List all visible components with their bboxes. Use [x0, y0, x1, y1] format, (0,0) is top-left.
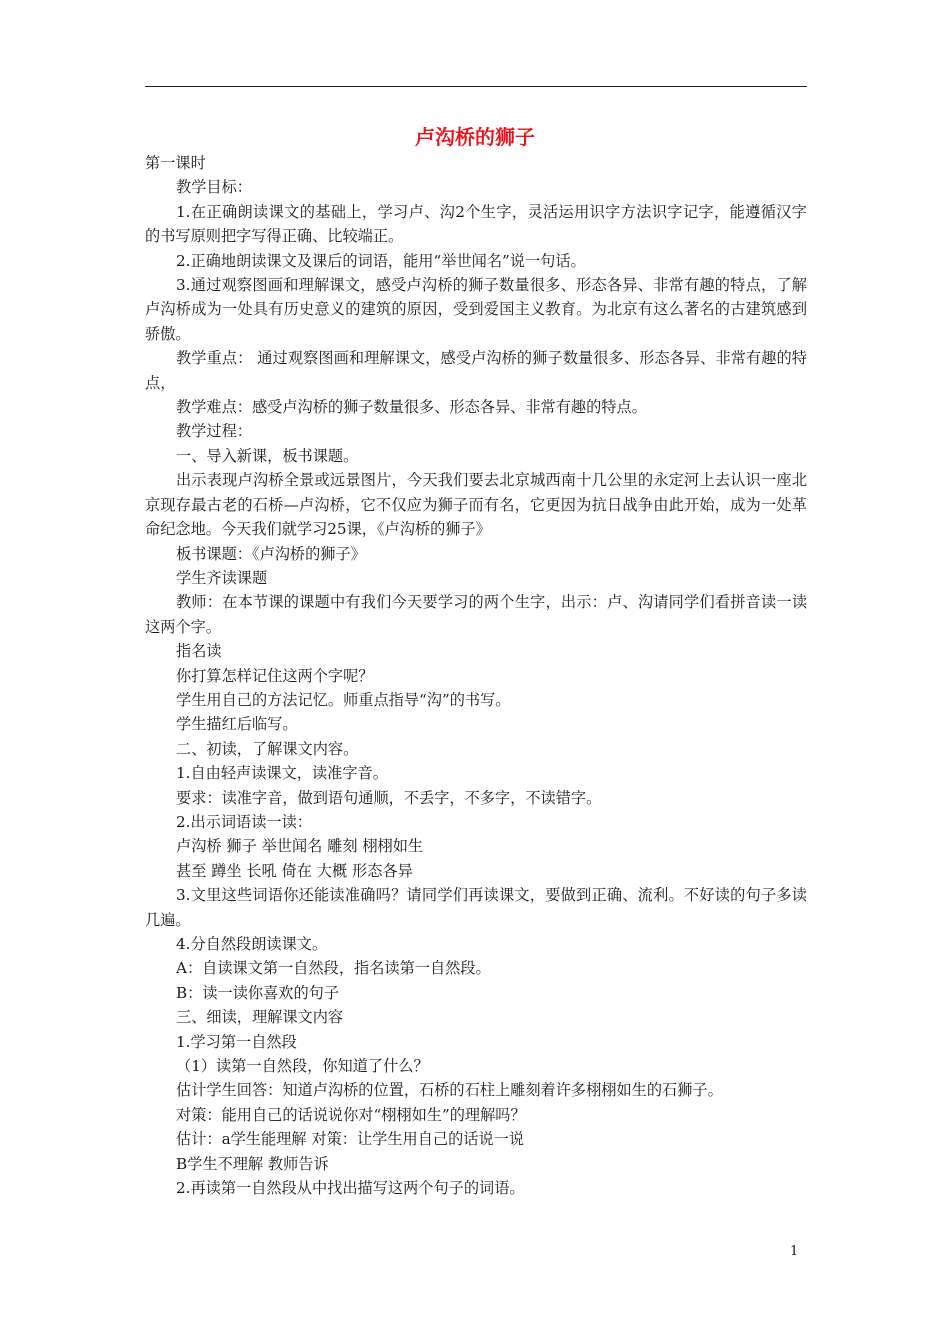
paragraph: 1.学习第一自然段	[176, 1032, 297, 1051]
paragraph: 1.自由轻声读课文，读准字音。	[176, 764, 388, 783]
paragraph: 教学过程：	[176, 422, 252, 441]
header-rule	[145, 86, 807, 87]
paragraph: B：读一读你喜欢的句子	[176, 983, 340, 1002]
paragraph: 三、细读，理解课文内容	[176, 1008, 344, 1027]
paragraph: 对策：能用自己的话说说你对“栩栩如生”的理解吗？	[176, 1105, 526, 1124]
page-number: 1	[790, 1244, 799, 1259]
paragraph: A：自读课文第一自然段，指名读第一自然段。	[176, 959, 491, 978]
paragraph: 要求：读准字音，做到语句通顺，不丢字，不多字，不读错字。	[176, 788, 602, 807]
paragraph: 学生齐读课题	[176, 568, 268, 587]
paragraph: （1）读第一自然段，你知道了什么？	[176, 1057, 429, 1076]
paragraph: B学生不理解 教师告诉	[176, 1154, 329, 1173]
paragraph: 一、导入新课，板书课题。	[176, 446, 359, 465]
vocabulary-line: 甚至 蹲坐 长吼 倚在 大概 形态各异	[176, 861, 413, 880]
paragraph: 二、初读，了解课文内容。	[176, 739, 359, 758]
paragraph: 教学目标：	[176, 178, 252, 197]
document-body	[145, 151, 807, 1200]
paragraph: 4.分自然段朗读课文。	[176, 935, 328, 953]
vocabulary-line: 卢沟桥 狮子 举世闻名 雕刻 栩栩如生	[176, 837, 424, 856]
paragraph: 你打算怎样记住这两个字呢？	[176, 666, 374, 685]
paragraph: 教学重点： 通过观察图画和理解课文，感受卢沟桥的狮子数量很多、形态各异、非常有趣的特点，	[145, 349, 807, 392]
paragraph: 2.再读第一自然段从中找出描写这两个句子的词语。	[176, 1179, 525, 1198]
paragraph: 3.文里这些词语你还能读准确吗？请同学们再读课文，要做到正确、流利。不好读的句子多读几遍。	[145, 886, 807, 929]
paragraph: 学生描红后临写。	[176, 715, 298, 734]
paragraph: 教师：在本节课的课题中有我们今天要学习的两个生字，出示：卢、沟请同学们看拼音读一读这两个字。	[145, 593, 807, 636]
paragraph: 估计学生回答：知道卢沟桥的位置，石桥的石柱上雕刻着许多栩栩如生的石狮子。	[176, 1081, 723, 1100]
paragraph: 学生用自己的方法记忆。师重点指导“沟”的书写。	[176, 690, 511, 709]
paragraph: 估计：a学生能理解 对策：让学生用自己的话说一说	[176, 1130, 525, 1149]
page-title: 卢沟桥的狮子	[415, 125, 535, 149]
paragraph: 2.正确地朗读课文及课后的词语，能用“举世闻名”说一句话。	[176, 251, 586, 270]
paragraph: 出示表现卢沟桥全景或远景图片，今天我们要去北京城西南十几公里的永定河上去认识一座北京现存最古老的石桥—卢沟桥，它不仅应为狮子而有名，它更因为抗日战争由此开始，成为一处革命纪念地。今天我们就学习25课，《卢沟桥的狮子》	[145, 471, 807, 539]
paragraph: 教学难点：感受卢沟桥的狮子数量很多、形态各异、非常有趣的特点。	[176, 398, 647, 417]
paragraph: 3.通过观察图画和理解课文，感受卢沟桥的狮子数量很多、形态各异、非常有趣的特点，了解卢沟桥成为一处具有历史意义的建筑的原因，受到爱国主义教育。为北京有这么著名的古建筑感到骄傲。	[145, 276, 807, 343]
paragraph: 板书课题：《卢沟桥的狮子》	[176, 544, 366, 563]
paragraph: 2.出示词语读一读：	[176, 812, 312, 831]
paragraph: 第一课时	[145, 154, 206, 172]
paragraph: 1.在正确朗读课文的基础上，学习卢、沟2个生字，灵活运用识字方法识字记字，能遵循汉字的书写原则把字写得正确、比较端正。	[145, 202, 807, 246]
paragraph: 指名读	[176, 642, 222, 661]
